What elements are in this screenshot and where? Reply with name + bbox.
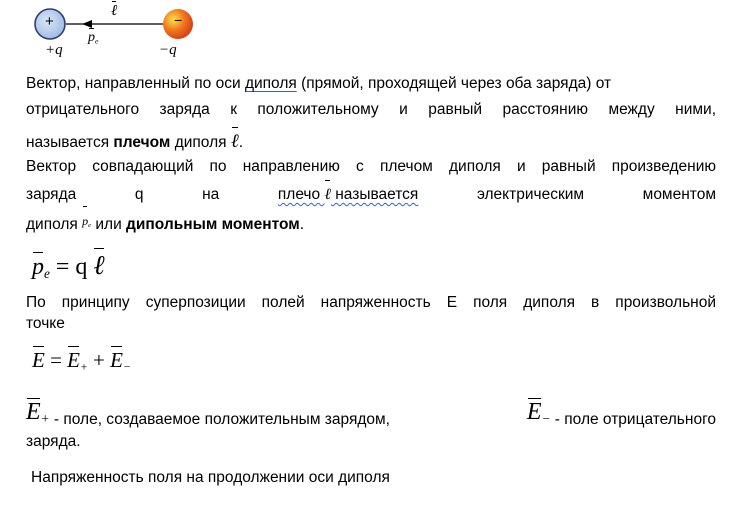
p-vector-label: $p_e$: [88, 30, 99, 46]
negative-charge-label: −q: [159, 42, 177, 58]
formula-superposition: $E = E_+ + E_-$: [32, 348, 131, 374]
p-vector-symbol: p: [88, 30, 95, 45]
formula1-p: p: [32, 254, 44, 280]
para2-line1: Вектор совпадающий по направлению с плечом диполя и равный произведению: [26, 158, 716, 175]
paragraph-dipole-moment: [26, 154, 716, 239]
l-symbol: ℓ: [231, 129, 239, 155]
p-symbol: p: [82, 208, 88, 234]
para2-line2: заряда q на плечо ℓ называется электрическим моментом: [26, 182, 716, 208]
positive-charge-sign: +: [45, 13, 54, 30]
formula-dipole-moment: $p_e = q$ ℓ: [32, 250, 105, 281]
E-minus-symbol: E: [526, 399, 542, 425]
paragraph-axis-field: Напряженность поля на продолжении оси диполя: [31, 469, 390, 486]
para3-line2: точке: [26, 315, 65, 332]
E-plus-symbol: E: [26, 399, 41, 425]
para1-line3: называется плечом диполя ℓ.: [26, 129, 716, 156]
negative-charge-sign: −: [174, 12, 183, 28]
para1-line2: отрицательного заряда к положительному и равный расстоянию между ними,: [26, 101, 716, 118]
term-dipole-moment: дипольным моментом: [126, 216, 300, 233]
formula2-E-plus: E: [67, 348, 80, 372]
l-vector-label: ℓ: [111, 3, 118, 19]
para1-line1: Вектор, направленный по оси диполя (прямой, проходящей через оба заряда) от: [26, 75, 612, 92]
para4-line2: заряда.: [26, 432, 81, 450]
para4-line1: $E_+$ - поле, создаваемое положительным зарядом, $E_-$ - поле отрицательного: [26, 399, 716, 428]
term-arm: плечом: [113, 134, 171, 151]
arrow-head-icon: [82, 20, 92, 28]
para2-line3: диполя $^{p_e}$ или дипольным моментом.: [26, 208, 716, 239]
positive-charge-label: +q: [45, 42, 63, 58]
paragraph-dipole-arm: [26, 71, 716, 156]
formula1-l: ℓ: [93, 250, 105, 280]
para3-line1: По принципу суперпозиции полей напряженность Е поля диполя в произвольной: [26, 294, 716, 311]
paragraph-field-parts: [26, 400, 716, 453]
paragraph-superposition: [26, 292, 716, 334]
formula2-E: E: [32, 348, 45, 372]
formula2-E-minus: E: [110, 348, 123, 372]
l-symbol-2: ℓ: [324, 182, 330, 208]
